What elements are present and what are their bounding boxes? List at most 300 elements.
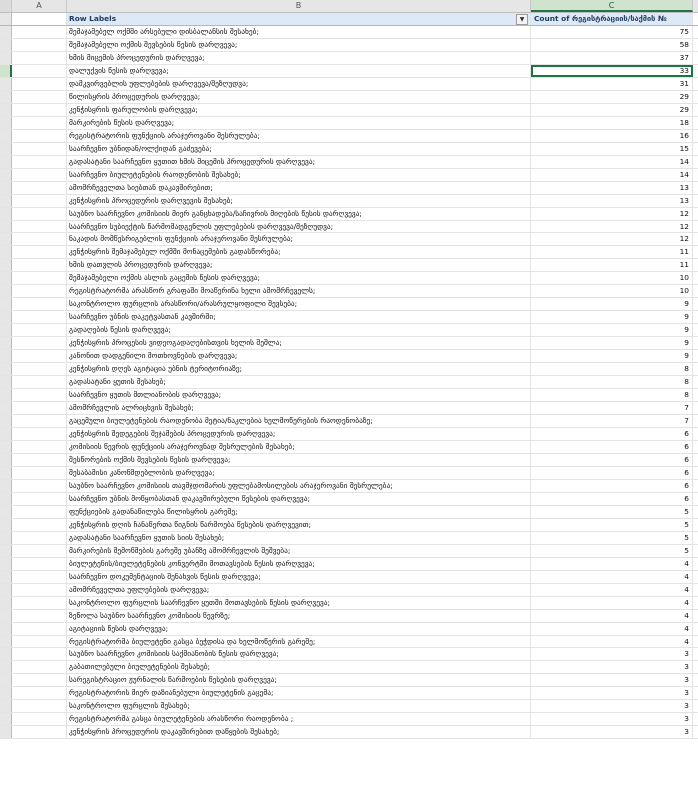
- cell[interactable]: [693, 532, 698, 544]
- count-cell[interactable]: 4: [531, 610, 693, 622]
- cell[interactable]: [693, 467, 698, 479]
- row-label-cell[interactable]: გაცემული ბიულეტენების რაოდენობა მეტია/ნაკლებია ხელმოწერების რაოდენობაზე;: [67, 415, 531, 427]
- row-label-cell[interactable]: ხმის მიცემის პროცედურის დარღვევა;: [67, 52, 531, 64]
- count-cell[interactable]: 33: [531, 65, 693, 77]
- cell[interactable]: [12, 584, 67, 596]
- count-cell[interactable]: 3: [531, 713, 693, 725]
- count-cell[interactable]: 7: [531, 402, 693, 414]
- row-label-cell[interactable]: დალუქვის წესის დარღვევა;: [67, 65, 531, 77]
- count-cell[interactable]: 4: [531, 597, 693, 609]
- row-header[interactable]: [0, 674, 12, 686]
- cell[interactable]: [693, 700, 698, 712]
- cell[interactable]: [12, 324, 67, 336]
- row-header[interactable]: [0, 700, 12, 712]
- count-cell[interactable]: 58: [531, 39, 693, 51]
- row-label-cell[interactable]: საარჩევნო სუბიექტის წარმომადგენლის უფლებების დარღვევა/შეზღუდვა;: [67, 221, 531, 233]
- count-header[interactable]: Count of რეგისტრაციის/საქმის №: [531, 13, 693, 25]
- row-label-cell[interactable]: ხმის დათვლის პროცედურის დარღვევა;: [67, 259, 531, 271]
- count-cell[interactable]: 6: [531, 467, 693, 479]
- cell[interactable]: [693, 402, 698, 414]
- row-header[interactable]: [0, 687, 12, 699]
- cell[interactable]: [12, 169, 67, 181]
- row-header[interactable]: [0, 285, 12, 297]
- row-header[interactable]: [0, 65, 12, 77]
- row-label-cell[interactable]: კენჭისყრის ფარულობის დარღვევა;: [67, 104, 531, 116]
- row-header[interactable]: [0, 402, 12, 414]
- row-label-cell[interactable]: ბიულეტენის/ბიულეტენების კონვერტში მოთავსების წესის დარღვევა;: [67, 558, 531, 570]
- cell[interactable]: [12, 182, 67, 194]
- row-label-cell[interactable]: შესწორების ოქმის შევსების წესის დარღვევა;: [67, 454, 531, 466]
- row-header[interactable]: [0, 584, 12, 596]
- count-cell[interactable]: 3: [531, 687, 693, 699]
- cell[interactable]: [12, 221, 67, 233]
- cell[interactable]: [693, 285, 698, 297]
- count-cell[interactable]: 6: [531, 441, 693, 453]
- cell[interactable]: [693, 350, 698, 362]
- row-label-cell[interactable]: კენჭისყრის დღის ჩანაწერთა წიგნის წარმოება წესების დარღვევით;: [67, 519, 531, 531]
- count-cell[interactable]: 9: [531, 337, 693, 349]
- row-labels-header[interactable]: [67, 13, 531, 25]
- count-cell[interactable]: 75: [531, 26, 693, 38]
- cell[interactable]: [693, 52, 698, 64]
- row-header[interactable]: [0, 545, 12, 557]
- row-header[interactable]: [0, 558, 12, 570]
- cell[interactable]: [12, 532, 67, 544]
- cell[interactable]: [693, 169, 698, 181]
- row-header[interactable]: [0, 726, 12, 738]
- cell[interactable]: [693, 674, 698, 686]
- cell[interactable]: [12, 285, 67, 297]
- row-label-cell[interactable]: საკონტროლო ფურცლის საარჩევნო ყუთში მოთავსების წესის დარღვევა;: [67, 597, 531, 609]
- row-label-cell[interactable]: აგიტაციის წესის დარღვევა;: [67, 623, 531, 635]
- cell[interactable]: [12, 389, 67, 401]
- cell[interactable]: [693, 324, 698, 336]
- row-header[interactable]: [0, 506, 12, 518]
- row-label-cell[interactable]: ზეწოლა საუბნო საარჩევნო კომისიის წევრზე;: [67, 610, 531, 622]
- count-cell[interactable]: 6: [531, 428, 693, 440]
- cell[interactable]: [12, 687, 67, 699]
- cell[interactable]: [12, 726, 67, 738]
- row-label-cell[interactable]: მარკირების შემოწმების გარეშე უბანზე ამომრჩევლის შეშვება;: [67, 545, 531, 557]
- row-label-cell[interactable]: შესაბამისი კანონმდებლობის დარღვევა;: [67, 467, 531, 479]
- cell[interactable]: [693, 182, 698, 194]
- cell[interactable]: [693, 661, 698, 673]
- cell[interactable]: [693, 272, 698, 284]
- cell[interactable]: [12, 272, 67, 284]
- row-label-cell[interactable]: ამომრჩევლის ალრიცხვის შესახებ;: [67, 402, 531, 414]
- row-header[interactable]: [0, 259, 12, 271]
- cell[interactable]: [693, 713, 698, 725]
- cell[interactable]: [12, 467, 67, 479]
- count-cell[interactable]: 7: [531, 415, 693, 427]
- row-label-cell[interactable]: მარკირების წესის დარღვევა;: [67, 117, 531, 129]
- row-header[interactable]: [0, 130, 12, 142]
- row-header[interactable]: [0, 156, 12, 168]
- cell[interactable]: [12, 428, 67, 440]
- count-cell[interactable]: 11: [531, 246, 693, 258]
- cell[interactable]: [12, 558, 67, 570]
- cell[interactable]: [12, 39, 67, 51]
- cell[interactable]: [12, 91, 67, 103]
- row-header[interactable]: [0, 519, 12, 531]
- row-header[interactable]: [0, 13, 12, 25]
- cell[interactable]: [12, 208, 67, 220]
- count-cell[interactable]: 3: [531, 700, 693, 712]
- cell[interactable]: [12, 700, 67, 712]
- table-row: [0, 623, 698, 636]
- cell[interactable]: [12, 454, 67, 466]
- row-header[interactable]: [0, 91, 12, 103]
- table-row: [0, 584, 698, 597]
- cell[interactable]: [12, 363, 67, 375]
- count-cell[interactable]: 6: [531, 493, 693, 505]
- row-label-cell[interactable]: კენჭისყრის შემაჯამებელ ოქმში მონაცემების გადასწორება;: [67, 246, 531, 258]
- cell[interactable]: [693, 636, 698, 648]
- cell[interactable]: [693, 156, 698, 168]
- row-label-cell[interactable]: საარჩევნო უბნის დაკეტვასთან კავშირში;: [67, 311, 531, 323]
- row-header[interactable]: [0, 415, 12, 427]
- count-cell[interactable]: 12: [531, 221, 693, 233]
- row-label-cell[interactable]: კანონით დადგენილი მოთხოვნების დარღვევა;: [67, 350, 531, 362]
- count-cell[interactable]: 5: [531, 506, 693, 518]
- row-label-cell[interactable]: რეგისტრატორმა გასცა ბიულეტენების არასწორი რაოდენობა ;: [67, 713, 531, 725]
- row-label-cell[interactable]: კენჭისყრის დღეს აგიტაცია უბნის ტერიტორიაზე;: [67, 363, 531, 375]
- cell[interactable]: [693, 519, 698, 531]
- row-label-cell[interactable]: სარეგისტრაციო ჟურნალის წარმოების წესების დარღვევა;: [67, 674, 531, 686]
- cell[interactable]: [12, 480, 67, 492]
- cell[interactable]: [12, 648, 67, 660]
- row-label-cell[interactable]: კენჭისყრის შედეგების შეჯამების პროცედურის დარღვევა;: [67, 428, 531, 440]
- cell[interactable]: [693, 480, 698, 492]
- row-header[interactable]: [0, 298, 12, 310]
- row-header[interactable]: [0, 363, 12, 375]
- row-header[interactable]: [0, 246, 12, 258]
- table-row: [0, 415, 698, 428]
- row-label-cell[interactable]: საკონტროლო ფურცლის არასწორი/არასრულყოფილი შევსება;: [67, 298, 531, 310]
- row-label-cell[interactable]: რეგისტრატორის მიერ დაზიანებული ბიულეტენის გაცემა;: [67, 687, 531, 699]
- cell[interactable]: [12, 311, 67, 323]
- row-header[interactable]: [0, 337, 12, 349]
- row-header[interactable]: [0, 104, 12, 116]
- count-cell[interactable]: 12: [531, 233, 693, 245]
- select-all-corner[interactable]: [0, 0, 12, 12]
- count-cell[interactable]: 9: [531, 298, 693, 310]
- cell[interactable]: [693, 687, 698, 699]
- row-label-cell[interactable]: საუბნო საარჩევნო კომისიის მიერ განცხადება/საჩივრის მიღების წესის დარღვევა;: [67, 208, 531, 220]
- row-label-cell[interactable]: გადასატანი საარჩევნო ყუთის სიის შესახებ;: [67, 532, 531, 544]
- row-header[interactable]: [0, 428, 12, 440]
- row-header[interactable]: [0, 208, 12, 220]
- cell[interactable]: [693, 298, 698, 310]
- table-row: [0, 117, 698, 130]
- count-cell[interactable]: 5: [531, 519, 693, 531]
- count-cell[interactable]: 4: [531, 584, 693, 596]
- row-header[interactable]: [0, 623, 12, 635]
- cell[interactable]: [12, 610, 67, 622]
- cell[interactable]: [12, 195, 67, 207]
- count-cell[interactable]: 12: [531, 208, 693, 220]
- count-cell[interactable]: 13: [531, 182, 693, 194]
- count-cell[interactable]: 4: [531, 558, 693, 570]
- row-header[interactable]: [0, 350, 12, 362]
- count-cell[interactable]: 14: [531, 156, 693, 168]
- column-header-c[interactable]: C: [531, 0, 693, 12]
- row-header[interactable]: [0, 713, 12, 725]
- cell[interactable]: [693, 428, 698, 440]
- column-header-b[interactable]: B: [67, 0, 531, 12]
- row-label-cell[interactable]: წილისყრის პროცედურის დარღვევა;: [67, 91, 531, 103]
- row-label-cell[interactable]: შემაჯამებელი ოქმის შევსების წესის დარღვევა;: [67, 39, 531, 51]
- cell[interactable]: [12, 337, 67, 349]
- row-label-cell[interactable]: გადაღების წესის დარღვევა;: [67, 324, 531, 336]
- cell[interactable]: [12, 441, 67, 453]
- cell[interactable]: [693, 130, 698, 142]
- table-row: [0, 208, 698, 221]
- row-header[interactable]: [0, 597, 12, 609]
- row-label-cell[interactable]: ამომრჩეველთა სიებთან დაკავშირებით;: [67, 182, 531, 194]
- count-cell[interactable]: 3: [531, 726, 693, 738]
- count-cell[interactable]: 3: [531, 661, 693, 673]
- count-cell[interactable]: 8: [531, 363, 693, 375]
- cell[interactable]: [693, 117, 698, 129]
- count-cell[interactable]: 8: [531, 376, 693, 388]
- cell[interactable]: [12, 298, 67, 310]
- cell[interactable]: [12, 506, 67, 518]
- cell[interactable]: [693, 337, 698, 349]
- cell[interactable]: [12, 246, 67, 258]
- count-cell[interactable]: 16: [531, 130, 693, 142]
- cell[interactable]: [12, 623, 67, 635]
- cell[interactable]: [693, 441, 698, 453]
- row-label-cell[interactable]: გადასატანი ყუთის შესახებ;: [67, 376, 531, 388]
- cell[interactable]: [693, 376, 698, 388]
- cell[interactable]: [12, 104, 67, 116]
- cell[interactable]: [12, 674, 67, 686]
- row-label-cell[interactable]: დამკვირვებლის უფლებების დარღვევა/შეზღუდვა;: [67, 78, 531, 90]
- row-label-cell[interactable]: გადასატანი საარჩევნო ყუთით ხმის მიცემის პროცედურის დარღვევა;: [67, 156, 531, 168]
- cell[interactable]: [12, 571, 67, 583]
- row-label-cell[interactable]: ამომრჩეველთა უფლებების დარღვევა;: [67, 584, 531, 596]
- row-header[interactable]: [0, 480, 12, 492]
- row-label-cell[interactable]: საარჩევნო დოკუმენტაციის შენახვის წესის დარღვევა;: [67, 571, 531, 583]
- cell[interactable]: [693, 506, 698, 518]
- cell[interactable]: [693, 389, 698, 401]
- cell[interactable]: [12, 545, 67, 557]
- row-header[interactable]: [0, 221, 12, 233]
- row-label-cell[interactable]: ნაკადის მომწესრიგებლის ფუნქციის არაჯეროვანი შესრულება;: [67, 233, 531, 245]
- cell[interactable]: [693, 246, 698, 258]
- count-cell[interactable]: 37: [531, 52, 693, 64]
- count-cell[interactable]: 13: [531, 195, 693, 207]
- count-cell[interactable]: 31: [531, 78, 693, 90]
- cell[interactable]: [693, 610, 698, 622]
- row-header[interactable]: [0, 454, 12, 466]
- row-label-cell[interactable]: რეგისტრატორმა არასწორ გრაფაში მოაწერინა ხელი ამომრჩეველს;: [67, 285, 531, 297]
- cell[interactable]: [693, 415, 698, 427]
- count-cell[interactable]: 3: [531, 648, 693, 660]
- cell[interactable]: [693, 259, 698, 271]
- cell[interactable]: [693, 623, 698, 635]
- cell[interactable]: [12, 493, 67, 505]
- cell[interactable]: [693, 545, 698, 557]
- cell[interactable]: [693, 39, 698, 51]
- cell[interactable]: [12, 259, 67, 271]
- cell[interactable]: [12, 519, 67, 531]
- cell[interactable]: [12, 402, 67, 414]
- count-cell[interactable]: 9: [531, 350, 693, 362]
- cell[interactable]: [693, 78, 698, 90]
- row-label-cell[interactable]: გაბათილებული ბიულეტენების შესახებ;: [67, 661, 531, 673]
- row-label-cell[interactable]: საარჩევნო ბიულეტენების რაოდენობის შესახებ;: [67, 169, 531, 181]
- table-row: [0, 700, 698, 713]
- column-header-d[interactable]: [693, 0, 698, 12]
- cell[interactable]: [12, 713, 67, 725]
- row-header[interactable]: [0, 117, 12, 129]
- row-header[interactable]: [0, 324, 12, 336]
- cell[interactable]: [12, 661, 67, 673]
- row-header[interactable]: [0, 661, 12, 673]
- row-label-cell[interactable]: საუბნო საარჩევნო კომისიის საქმიანობის წესის დარღვევა;: [67, 648, 531, 660]
- row-label-cell[interactable]: საკონტროლო ფურცლის შესახებ;: [67, 700, 531, 712]
- row-header[interactable]: [0, 78, 12, 90]
- row-label-cell[interactable]: კენჭისყრის პროცედურის დაკავშირებით დაწყების შესახებ;: [67, 726, 531, 738]
- row-header[interactable]: [0, 233, 12, 245]
- row-label-cell[interactable]: შემაჯამებელ ოქმში არსებული დისბალანსის შესახებ;: [67, 26, 531, 38]
- row-header[interactable]: [0, 610, 12, 622]
- row-header[interactable]: [0, 467, 12, 479]
- cell[interactable]: [693, 363, 698, 375]
- cell[interactable]: [693, 558, 698, 570]
- cell[interactable]: [693, 104, 698, 116]
- count-cell[interactable]: 5: [531, 532, 693, 544]
- cell[interactable]: [12, 636, 67, 648]
- count-cell[interactable]: 29: [531, 91, 693, 103]
- cell[interactable]: [12, 65, 67, 77]
- count-cell[interactable]: 3: [531, 674, 693, 686]
- row-header[interactable]: [0, 648, 12, 660]
- cell[interactable]: [12, 376, 67, 388]
- table-row: [0, 506, 698, 519]
- cell[interactable]: [12, 52, 67, 64]
- count-cell[interactable]: 6: [531, 454, 693, 466]
- table-row: [0, 272, 698, 285]
- row-label-cell[interactable]: კომისიის წევრის ფუნქციის არაჯეროვნად შესრულების შესახებ;: [67, 441, 531, 453]
- row-header[interactable]: [0, 441, 12, 453]
- count-cell[interactable]: 4: [531, 571, 693, 583]
- row-label-cell[interactable]: ფუნქციების გადანაწილება წილისყრის გარეშე;: [67, 506, 531, 518]
- row-header[interactable]: [0, 571, 12, 583]
- row-header[interactable]: [0, 636, 12, 648]
- cell[interactable]: [693, 208, 698, 220]
- count-cell[interactable]: 4: [531, 623, 693, 635]
- count-cell[interactable]: 18: [531, 117, 693, 129]
- table-row: [0, 182, 698, 195]
- count-cell[interactable]: 5: [531, 545, 693, 557]
- row-header[interactable]: [0, 311, 12, 323]
- count-cell[interactable]: 29: [531, 104, 693, 116]
- row-header[interactable]: [0, 143, 12, 155]
- cell[interactable]: [693, 91, 698, 103]
- count-cell[interactable]: 9: [531, 311, 693, 323]
- row-header[interactable]: [0, 532, 12, 544]
- row-header[interactable]: [0, 26, 12, 38]
- row-label-cell[interactable]: საარჩევნო უბნის მოწყობასთან დაკავშირებული წესების დარღვევა;: [67, 493, 531, 505]
- cell[interactable]: [693, 726, 698, 738]
- cell[interactable]: [693, 571, 698, 583]
- column-header-a[interactable]: A: [12, 0, 67, 12]
- row-label-cell[interactable]: შემაჯამებელი ოქმის ასლის გაცემის წესის დარღვევა;: [67, 272, 531, 284]
- row-label-cell[interactable]: საარჩევნო უბნიდან/ოლქიდან გაძევება;: [67, 143, 531, 155]
- cell[interactable]: [12, 130, 67, 142]
- row-header[interactable]: [0, 389, 12, 401]
- table-row: [0, 558, 698, 571]
- table-row: [0, 454, 698, 467]
- count-cell[interactable]: 9: [531, 324, 693, 336]
- row-header[interactable]: [0, 195, 12, 207]
- count-cell[interactable]: 8: [531, 389, 693, 401]
- cell[interactable]: [12, 597, 67, 609]
- count-cell[interactable]: 10: [531, 285, 693, 297]
- cell[interactable]: [693, 65, 698, 77]
- row-header[interactable]: [0, 169, 12, 181]
- cell[interactable]: [693, 13, 698, 25]
- row-header[interactable]: [0, 39, 12, 51]
- count-cell[interactable]: 4: [531, 636, 693, 648]
- cell[interactable]: [693, 26, 698, 38]
- row-label-cell[interactable]: საარჩევნო ყუთის მთლიანობის დარღვევა;: [67, 389, 531, 401]
- cell[interactable]: [12, 117, 67, 129]
- cell[interactable]: [693, 311, 698, 323]
- filter-dropdown-icon[interactable]: ▼: [516, 14, 528, 25]
- row-label-cell[interactable]: კენჭისყრის პროცესის ვიდეოგადაღებისთვის ხელის შეშლა;: [67, 337, 531, 349]
- table-row: [0, 65, 698, 78]
- row-header[interactable]: [0, 52, 12, 64]
- cell[interactable]: [12, 415, 67, 427]
- row-header[interactable]: [0, 272, 12, 284]
- cell[interactable]: [693, 648, 698, 660]
- cell[interactable]: [693, 454, 698, 466]
- cell[interactable]: [12, 143, 67, 155]
- cell[interactable]: [693, 493, 698, 505]
- cell[interactable]: [693, 221, 698, 233]
- count-cell[interactable]: 14: [531, 169, 693, 181]
- row-header[interactable]: [0, 182, 12, 194]
- count-cell[interactable]: 6: [531, 480, 693, 492]
- table-row: [0, 389, 698, 402]
- count-cell[interactable]: 15: [531, 143, 693, 155]
- row-label-cell[interactable]: რეგისტრატორმა ბიულეტენი გასცა ბეჭდისა და ხელმოწერის გარეშე;: [67, 636, 531, 648]
- row-label-cell[interactable]: საუბნო საარჩევნო კომისიის თავმჯდომარის უფლებამოსილების არაჯეროვანი შესრულება;: [67, 480, 531, 492]
- cell[interactable]: [12, 78, 67, 90]
- count-cell[interactable]: 10: [531, 272, 693, 284]
- row-label-cell[interactable]: რეგისტრატორის ფუნქციის არაჯეროვანი შესრულება;: [67, 130, 531, 142]
- cell[interactable]: [12, 26, 67, 38]
- cell[interactable]: [12, 233, 67, 245]
- cell[interactable]: [693, 597, 698, 609]
- cell[interactable]: [12, 13, 67, 25]
- cell[interactable]: [693, 143, 698, 155]
- count-cell[interactable]: 11: [531, 259, 693, 271]
- cell[interactable]: [693, 195, 698, 207]
- cell[interactable]: [12, 350, 67, 362]
- cell[interactable]: [693, 233, 698, 245]
- table-row: [0, 39, 698, 52]
- row-header[interactable]: [0, 376, 12, 388]
- cell[interactable]: [693, 584, 698, 596]
- row-header[interactable]: [0, 493, 12, 505]
- row-label-cell[interactable]: კენჭისყრის პროცედურის დარღვევის შესახებ;: [67, 195, 531, 207]
- cell[interactable]: [12, 156, 67, 168]
